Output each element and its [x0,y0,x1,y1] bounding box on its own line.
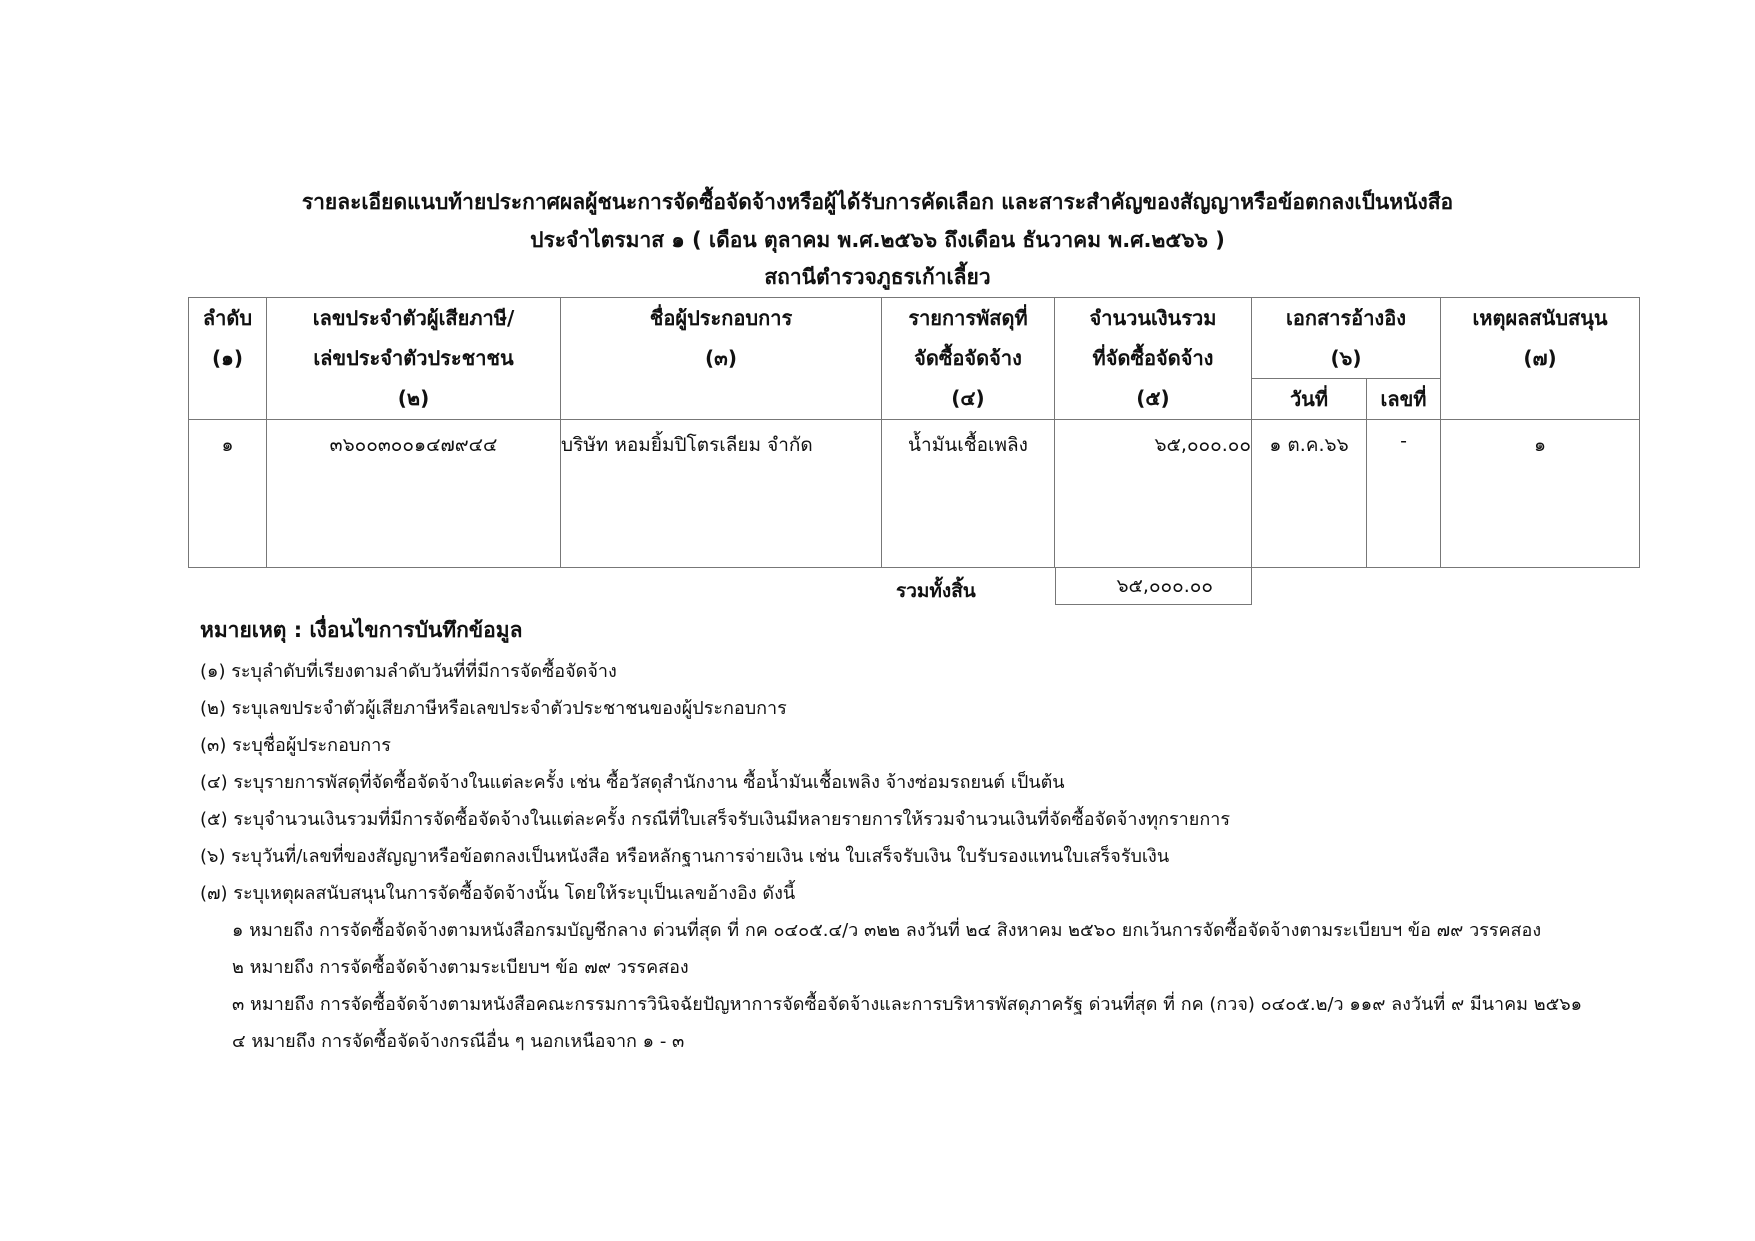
header-tax-id: เลขประจำตัวผู้เสียภาษี/ เล่ขประจำตัวประชาชน (๒) [267,298,561,420]
note-item: (๔) ระบุรายการพัสดุที่จัดซื้อจัดจ้างในแต่ละครั้ง เช่น ซื้อวัสดุสำนักงาน ซื้อน้ำมันเชื้อเพลิง จ้างซ่อมรถยนต์ เป็นต้น [200,772,1065,793]
cell-tax-id: ๓๖๐๐๓๐๐๑๔๗๙๔๔ [267,420,561,568]
note-sub-item: ๓ หมายถึง การจัดซื้อจัดจ้างตามหนังสือคณะกรรมการวินิจฉัยปัญหาการจัดซื้อจัดจ้างและการบริหารพัสดุภาครัฐ ด่วนที่สุด ที่ กค (กวจ) ๐๔๐๕.๒/ว ๑๑๙ ลงวันที่ ๙ มีนาคม ๒๕๖๑ [232,994,1583,1015]
note-item: (๒) ระบุเลขประจำตัวผู้เสียภาษีหรือเลขประจำตัวประชาชนของผู้ประกอบการ [200,698,787,719]
note-sub-item: ๔ หมายถึง การจัดซื้อจัดจ้างกรณีอื่น ๆ นอกเหนือจาก ๑ - ๓ [232,1031,685,1052]
total-label: รวมทั้งสิ้น [896,580,976,602]
total-value: ๖๕,๐๐๐.๐๐ [1055,567,1252,605]
cell-amount: ๖๕,๐๐๐.๐๐ [1055,420,1252,568]
header-date: วันที่ [1252,379,1367,420]
note-item: (๑) ระบุลำดับที่เรียงตามลำดับวันที่ที่มีการจัดซื้อจัดจ้าง [200,661,617,682]
table-row [189,420,1640,568]
note-sub-item: ๑ หมายถึง การจัดซื้อจัดจ้างตามหนังสือกรมบัญชีกลาง ด่วนที่สุด ที่ กค ๐๔๐๕.๔/ว ๓๒๒ ลงวันที่ ๒๔ สิงหาคม ๒๕๖๐ ยกเว้นการจัดซื้อจัดจ้างตามระเบียบฯ ข้อ ๗๙ วรรคสอง [232,920,1542,941]
cell-seq: ๑ [189,420,267,568]
note-sub-item: ๒ หมายถึง การจัดซื้อจัดจ้างตามระเบียบฯ ข้อ ๗๙ วรรคสอง [232,957,689,978]
note-item: (๗) ระบุเหตุผลสนับสนุนในการจัดซื้อจัดจ้างนั้น โดยให้ระบุเป็นเลขอ้างอิง ดังนี้ [200,883,796,904]
header-reference: เอกสารอ้างอิง (๖) [1252,298,1441,379]
note-item: (๓) ระบุชื่อผู้ประกอบการ [200,735,391,756]
procurement-table [188,297,1640,568]
header-amount: จำนวนเงินรวม ที่จัดซื้อจัดจ้าง (๕) [1055,298,1252,420]
notes-title: หมายเหตุ : เงื่อนไขการบันทึกข้อมูล [200,618,523,642]
cell-date: ๑ ต.ค.๖๖ [1252,420,1367,568]
note-item: (๕) ระบุจำนวนเงินรวมที่มีการจัดซื้อจัดจ้างในแต่ละครั้ง กรณีที่ใบเสร็จรับเงินมีหลายรายการให้รวมจำนวนเงินที่จัดซื้อจัดจ้างทุกรายการ [200,809,1230,830]
header-item: รายการพัสดุที่ จัดซื้อจัดจ้าง (๔) [882,298,1055,420]
header-vendor: ชื่อผู้ประกอบการ (๓) [561,298,882,420]
header-seq: ลำดับ (๑) [189,298,267,420]
document-period: ประจำไตรมาส ๑ ( เดือน ตุลาคม พ.ศ.๒๕๖๖ ถึงเดือน ธันวาคม พ.ศ.๒๕๖๖ ) [530,228,1225,252]
document-title: รายละเอียดแนบท้ายประกาศผลผู้ชนะการจัดซื้อจัดจ้างหรือผู้ได้รับการคัดเลือก และสาระสำคัญของสัญญาหรือข้อตกลงเป็นหนังสือ [301,190,1454,214]
document-organization: สถานีตำรวจภูธรเก้าเลี้ยว [764,265,991,289]
note-item: (๖) ระบุวันที่/เลขที่ของสัญญาหรือข้อตกลงเป็นหนังสือ หรือหลักฐานการจ่ายเงิน เช่น ใบเสร็จรับเงิน ใบรับรองแทนใบเสร็จรับเงิน [200,846,1170,867]
header-doc-no: เลขที่ [1367,379,1441,420]
cell-reason: ๑ [1441,420,1640,568]
header-reason: เหตุผลสนับสนุน (๗) [1441,298,1640,420]
cell-item: น้ำมันเชื้อเพลิง [882,420,1055,568]
cell-vendor: บริษัท หอมยิ้มปิโตรเลียม จำกัด [561,420,882,568]
cell-doc-no: - [1367,420,1441,568]
